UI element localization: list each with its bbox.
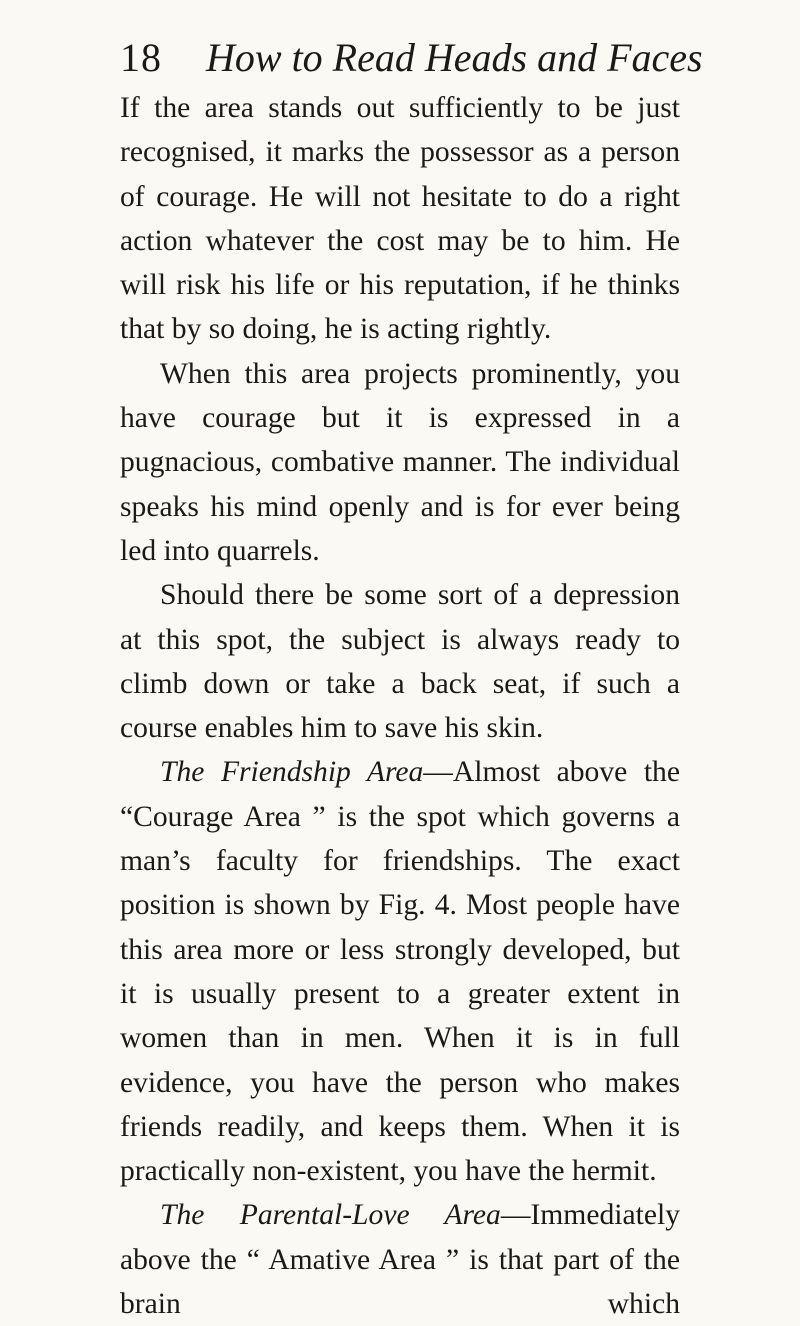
paragraph-text: Should there be some sort of a depression at this spot, the subject is always ready to climb down or take a back seat, if such a course enables him to save his skin.	[120, 579, 680, 745]
page-header	[120, 28, 703, 88]
paragraph-text: When this area projects prominently, you have courage but it is expressed in a pugnacious, combative manner. The individual speaks his mind openly and is for ever being led into quarrels.	[120, 357, 680, 567]
body-text	[120, 86, 680, 1326]
paragraph-text: If the area stands out sufficiently to be just recognised, it marks the possessor as a person of courage. He will not hesitate to do a right action whatever the cost may be to him. He will risk his life or his reputation, if he thinks that by so doing, he is acting rightly.	[120, 92, 680, 346]
page-number: 18	[120, 35, 162, 80]
running-title: How to Read Heads and Faces	[206, 35, 703, 80]
paragraph-parental-love-area	[120, 1193, 680, 1326]
paragraph-courage-recognised	[120, 86, 680, 352]
section-lead-parental-love: The Parental-Love Area	[160, 1199, 501, 1232]
section-lead-friendship: The Friendship Area	[160, 756, 424, 789]
paragraph-text: —Immediately above the “ Amative Area ” is that part of the brain which	[120, 1199, 680, 1321]
paragraph-courage-prominent	[120, 352, 680, 573]
paragraph-friendship-area	[120, 750, 680, 1193]
paragraph-courage-depression	[120, 573, 680, 750]
paragraph-text: —Almost above the “Courage Area ” is the spot which governs a man’s faculty for friendships. The exact position is shown by Fig. 4. Most people have this area more or less strongly developed, but it is usually present to a greater extent in women than in men. When it is in full evidence, you have the person who makes friends readily, and keeps them. When it is practically non-existent, you have the hermit.	[120, 756, 680, 1188]
